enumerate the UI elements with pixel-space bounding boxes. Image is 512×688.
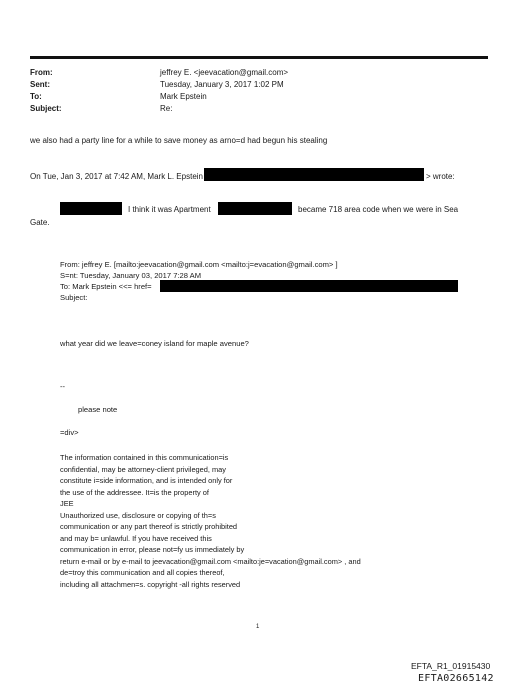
body-line-1: we also had a party line for a while to save money as arno=d had begun his stealing [30,136,328,145]
redaction-block [60,202,122,215]
subject-label: Subject: [30,104,62,113]
notice-line: confidential, may be attorney-client privileged, may [60,464,226,474]
notice-line: and may b= unlawful. If you have received this [60,533,212,543]
page-number: 1 [256,624,260,630]
fwd-from-line: From: jeffrey E. [mailto:jeevacation@gmail.com <mailto:j=evacation@gmail.com> ] [60,260,338,269]
reply-continuation: Gate. [30,218,50,227]
notice-line: Unauthorized use, disclosure or copying of th=s [60,510,216,520]
notice-line: communication in error, please not=fy us immediately by [60,545,245,554]
confidentiality-notice [60,452,361,590]
notice-line: de=troy this communication and all copies thereof, [60,568,225,577]
signature-dashes: -- [60,382,66,391]
fwd-question: what year did we leave=coney island for maple avenue? [60,339,249,348]
to-value: Mark Epstein [160,92,207,101]
notice-line: JEE [60,499,74,508]
notice-line: return e-mail or by e-mail to jeevacation@gmail.com <mailto:je=vacation@gmail.com> , and [60,556,361,566]
notice-line: including all attachmen=s. copyright -all rights reserved [60,579,241,589]
subject-value: Re: [160,104,173,113]
bates-number-2: EFTA02665142 [418,673,494,684]
please-note: please note [78,405,118,414]
reply-text-1: I think it was Apartment [128,205,211,214]
redaction-block [160,280,458,292]
fwd-subject-line: Subject: [60,293,88,302]
notice-line: communication or any part thereof is strictly prohibited [60,522,238,531]
from-label: From: [30,68,53,77]
sent-value: Tuesday, January 3, 2017 1:02 PM [160,80,284,89]
notice-line: constitute i=side information, and is intended only for [60,476,233,485]
quote-intro: On Tue, Jan 3, 2017 at 7:42 AM, Mark L. Epstein [30,172,203,181]
from-value: jeffrey E. <jeevacation@gmail.com> [160,68,289,77]
header-rule [30,56,488,59]
redaction-block [218,202,292,215]
fwd-to-line: To: Mark Epstein <<= href= [60,282,152,291]
reply-text-2: became 718 area code when we were in Sea [298,205,459,214]
sent-label: Sent: [30,80,50,89]
notice-line: the use of the addressee. It=is the property of [60,487,209,497]
fwd-sent-line: S=nt: Tuesday, January 03, 2017 7:28 AM [60,271,202,280]
div-tag-text: =div> [60,428,79,437]
redaction-block [204,168,424,181]
to-label: To: [30,92,42,101]
bates-number-1: EFTA_R1_01915430 [411,661,491,671]
notice-line: The information contained in this communication=is [60,453,229,462]
quote-wrote: > wrote: [426,172,455,181]
